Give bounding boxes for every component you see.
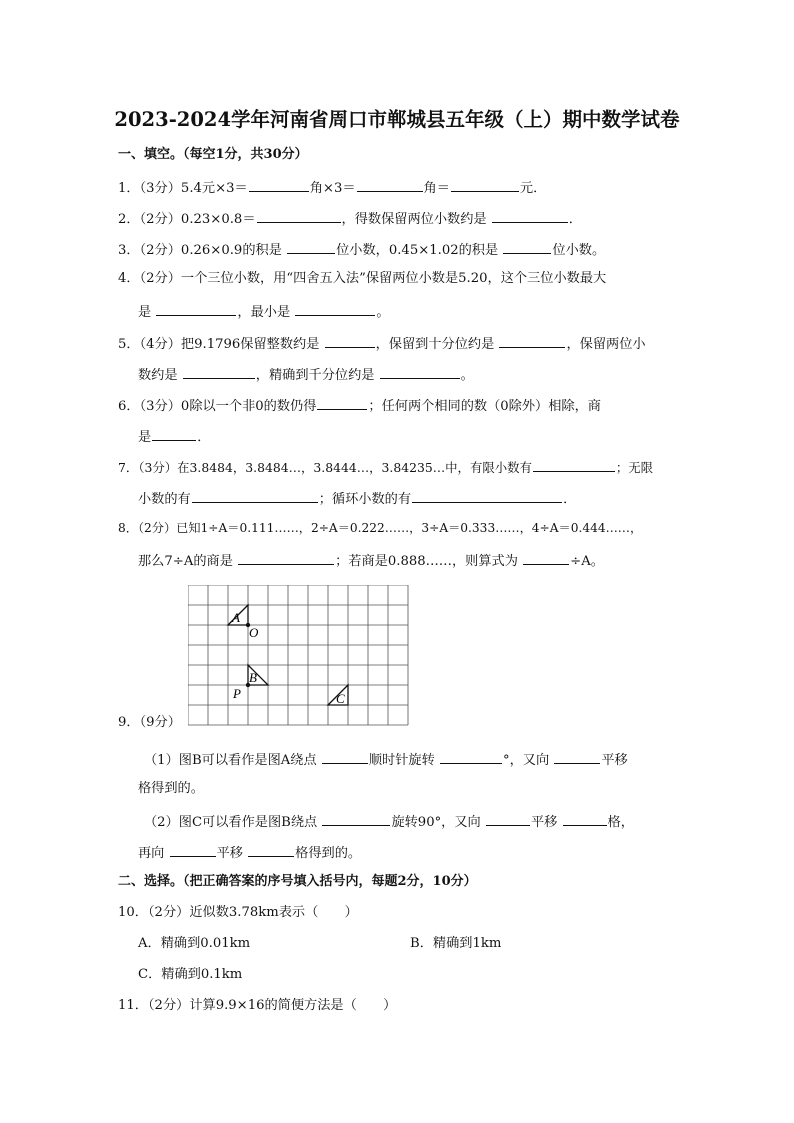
q5-text: ，保留两位小 bbox=[566, 337, 646, 352]
q1-text: 1．（3分）5.4元×3＝ bbox=[118, 181, 248, 196]
q6-text: ；任何两个相同的数（0除外）相除，商 bbox=[368, 399, 601, 414]
question-10-stem: 10．（2分）近似数3.78km表示（ ） bbox=[118, 905, 358, 920]
answer-blank[interactable] bbox=[499, 333, 565, 348]
q9-text: 平移 bbox=[530, 815, 558, 830]
label-c: C bbox=[336, 691, 345, 706]
q5-text: 数约是 bbox=[138, 368, 178, 383]
answer-blank[interactable] bbox=[380, 364, 460, 379]
answer-blank[interactable] bbox=[451, 177, 519, 192]
q7-text: 小数的有 bbox=[138, 492, 191, 507]
answer-blank[interactable] bbox=[183, 364, 255, 379]
question-8-cont bbox=[138, 550, 604, 571]
question-9-number: 9．（9分） bbox=[118, 715, 181, 730]
answer-blank[interactable] bbox=[238, 550, 334, 565]
q5-text: ，保留到十分位约是 bbox=[375, 337, 495, 352]
q4-text: 4．（2分）一个三位小数，用“四舍五入法”保留两位小数是5.20，这个三位小数最大 bbox=[118, 271, 607, 286]
question-7-cont bbox=[138, 488, 576, 509]
answer-blank[interactable] bbox=[412, 488, 562, 503]
answer-blank[interactable] bbox=[257, 208, 341, 223]
q7-text: ． bbox=[563, 492, 577, 507]
question-6-cont bbox=[138, 426, 210, 447]
answer-blank[interactable] bbox=[287, 239, 335, 254]
question-2 bbox=[118, 208, 582, 229]
question-4 bbox=[118, 270, 606, 288]
q6-text: 是 bbox=[138, 430, 152, 445]
answer-blank[interactable] bbox=[492, 208, 568, 223]
answer-blank[interactable] bbox=[249, 177, 309, 192]
answer-blank[interactable] bbox=[486, 811, 530, 826]
q10-option-a[interactable]: A．精确到0.01km bbox=[138, 936, 251, 951]
q3-text: 3．（2分）0.26×0.9的积是 bbox=[118, 243, 282, 258]
answer-blank[interactable] bbox=[554, 749, 600, 764]
q7-text: ；无限 bbox=[615, 460, 654, 475]
q9-text: （1）图B可以看作是图A绕点 bbox=[144, 753, 317, 768]
answer-blank[interactable] bbox=[325, 333, 375, 348]
q8-text: ；若商是0.888……，则算式为 bbox=[335, 554, 518, 569]
answer-blank[interactable] bbox=[357, 177, 423, 192]
question-5 bbox=[118, 333, 646, 354]
answer-blank[interactable] bbox=[295, 301, 375, 316]
answer-blank[interactable] bbox=[440, 749, 502, 764]
q4-text: 。 bbox=[376, 305, 390, 320]
rotation-grid-figure bbox=[188, 585, 412, 731]
answer-blank[interactable] bbox=[152, 426, 196, 441]
q5-text: ，精确到千分位约是 bbox=[255, 368, 375, 383]
q9-text: 旋转90°，又向 bbox=[391, 815, 481, 830]
q10-option-c[interactable]: C．精确到0.1km bbox=[138, 967, 243, 982]
label-p: P bbox=[233, 686, 241, 701]
q4-text: 是 bbox=[138, 305, 152, 320]
grid-svg bbox=[188, 585, 412, 727]
q1-text: 角＝ bbox=[423, 181, 450, 196]
answer-blank[interactable] bbox=[322, 749, 368, 764]
question-9-part-1 bbox=[144, 749, 628, 770]
question-8 bbox=[118, 519, 642, 537]
q10-option-b[interactable]: B．精确到1km bbox=[410, 936, 502, 951]
label-b: B bbox=[249, 670, 257, 685]
q9-text: 平移 bbox=[601, 753, 628, 768]
answer-blank[interactable] bbox=[523, 550, 569, 565]
section-1-heading: 一、填空。（每空1分，共30分） bbox=[118, 147, 308, 162]
section-2-heading: 二、选择。（把正确答案的序号填入括号内，每题2分，10分） bbox=[118, 874, 477, 889]
answer-blank[interactable] bbox=[563, 811, 607, 826]
q4-text: ，最小是 bbox=[237, 305, 291, 320]
grid-lines bbox=[188, 585, 408, 725]
answer-blank[interactable] bbox=[156, 301, 236, 316]
q2-text: ． bbox=[568, 212, 582, 227]
q8-text: 8．（2分）已知1÷A＝0.111……，2÷A＝0.222……，3÷A＝0.333……，4÷A＝0.444……， bbox=[118, 521, 643, 535]
q8-text: ÷A。 bbox=[570, 554, 604, 569]
q3-text: 位小数。 bbox=[552, 243, 606, 258]
q3-text: 位小数，0.45×1.02的积是 bbox=[336, 243, 499, 258]
q9-text: 格， bbox=[607, 815, 634, 830]
answer-blank[interactable] bbox=[192, 488, 318, 503]
label-o: O bbox=[249, 625, 259, 640]
q1-text: 角×3＝ bbox=[309, 181, 356, 196]
question-11-stem: 11．（2分）计算9.9×16的简便方法是（ ） bbox=[118, 998, 397, 1013]
label-a: A bbox=[232, 610, 240, 625]
q6-text: ． bbox=[197, 430, 211, 445]
question-1 bbox=[118, 177, 546, 198]
question-9-part-2-cont bbox=[138, 842, 361, 863]
q7-text: ；循环小数的有 bbox=[318, 492, 412, 507]
question-5-cont bbox=[138, 364, 474, 385]
answer-blank[interactable] bbox=[322, 811, 390, 826]
q9-text: 顺时针旋转 bbox=[368, 753, 435, 768]
q1-text: 元． bbox=[519, 181, 547, 196]
answer-blank[interactable] bbox=[533, 457, 615, 472]
q2-text: ，得数保留两位小数约是 bbox=[341, 212, 487, 227]
q9-text: （2）图C可以看作是图B绕点 bbox=[144, 815, 318, 830]
q6-text: 6．（3分）0除以一个非0的数仍得 bbox=[118, 399, 317, 414]
q7-text: 7．（3分）在3.8484，3.8484…，3.8444…，3.84235…中，有限小数有 bbox=[118, 460, 532, 475]
question-9-part-2 bbox=[144, 811, 634, 832]
page-title: 2023-2024学年河南省周口市郸城县五年级（上）期中数学试卷 bbox=[114, 108, 680, 131]
question-7 bbox=[118, 457, 653, 477]
q9-text: 格得到的。 bbox=[295, 846, 362, 861]
answer-blank[interactable] bbox=[317, 395, 367, 410]
question-4-cont bbox=[138, 301, 390, 322]
question-9-part-1-cont: 格得到的。 bbox=[138, 781, 204, 796]
q8-text: 那么7÷A的商是 bbox=[138, 554, 233, 569]
q5-text: 。 bbox=[460, 368, 474, 383]
answer-blank[interactable] bbox=[248, 842, 294, 857]
q9-text: 再向 bbox=[138, 846, 165, 861]
answer-blank[interactable] bbox=[170, 842, 216, 857]
question-6 bbox=[118, 395, 601, 416]
q9-text: °，又向 bbox=[503, 753, 550, 768]
question-3 bbox=[118, 239, 605, 260]
q5-text: 5．（4分）把9.1796保留整数约是 bbox=[118, 337, 320, 352]
answer-blank[interactable] bbox=[503, 239, 551, 254]
q2-text: 2．（2分）0.23×0.8＝ bbox=[118, 212, 256, 227]
q9-text: 平移 bbox=[216, 846, 243, 861]
